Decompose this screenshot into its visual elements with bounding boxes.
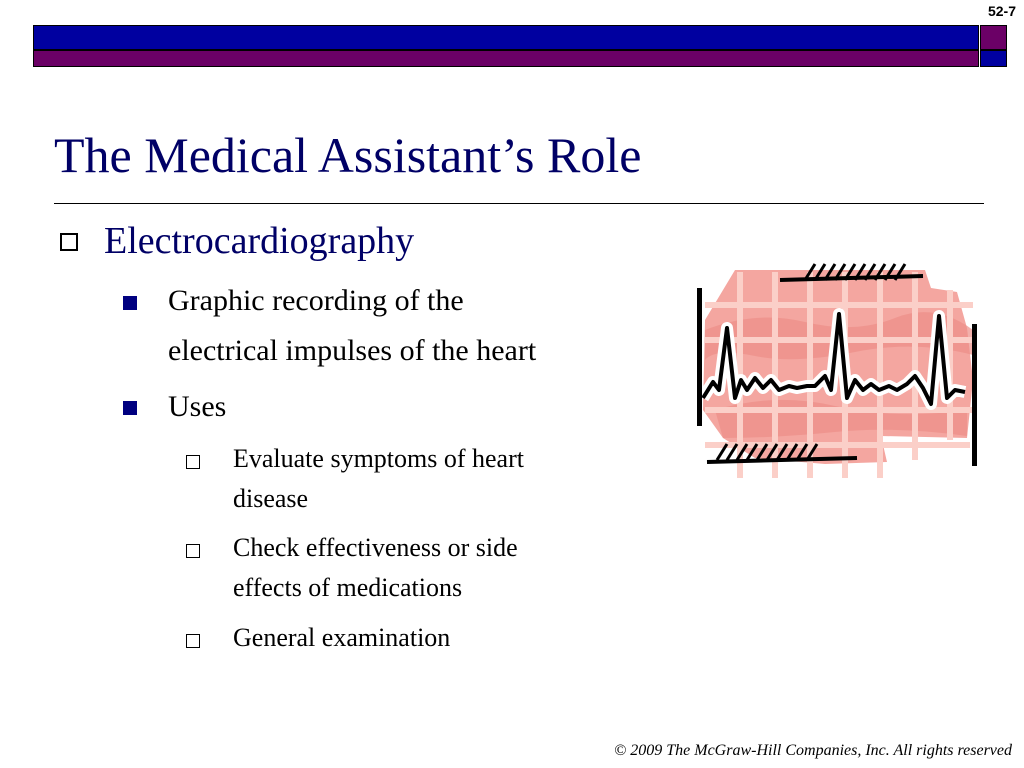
hollow-square-bullet-icon [60, 233, 78, 251]
sub-bullet-2-line1: Check effectiveness or side [233, 533, 518, 562]
filled-square-bullet-icon [123, 296, 137, 310]
sub-bullet-1-line2: disease [233, 484, 309, 513]
slide-number: 52-7 [987, 3, 1016, 19]
sub-bullet-2-line2: effects of medications [233, 573, 463, 602]
slide-title: The Medical Assistant’s Role [54, 127, 642, 183]
sub-bullet-3: General examination [233, 623, 451, 652]
bullet-electrocardiography: Electrocardiography [104, 220, 415, 262]
filled-square-bullet-icon [123, 401, 137, 415]
hollow-square-bullet-icon [186, 455, 200, 469]
bullet-definition-line2: electrical impulses of the heart [168, 334, 537, 367]
header-bar-blue-end [980, 25, 1007, 50]
hollow-square-bullet-icon [186, 634, 200, 648]
bullet-uses: Uses [168, 390, 227, 423]
header-bar-purple-end [980, 50, 1007, 67]
title-divider [54, 203, 984, 204]
hollow-square-bullet-icon [186, 544, 200, 558]
copyright-footer: © 2009 The McGraw-Hill Companies, Inc. All rights reserved [614, 742, 1012, 759]
sub-bullet-1-line1: Evaluate symptoms of heart [233, 444, 524, 473]
bullet-definition-line1: Graphic recording of the [168, 284, 464, 317]
header-bar-blue [33, 25, 979, 50]
header-bar-purple [33, 50, 979, 67]
ecg-clipart-icon [695, 260, 980, 482]
